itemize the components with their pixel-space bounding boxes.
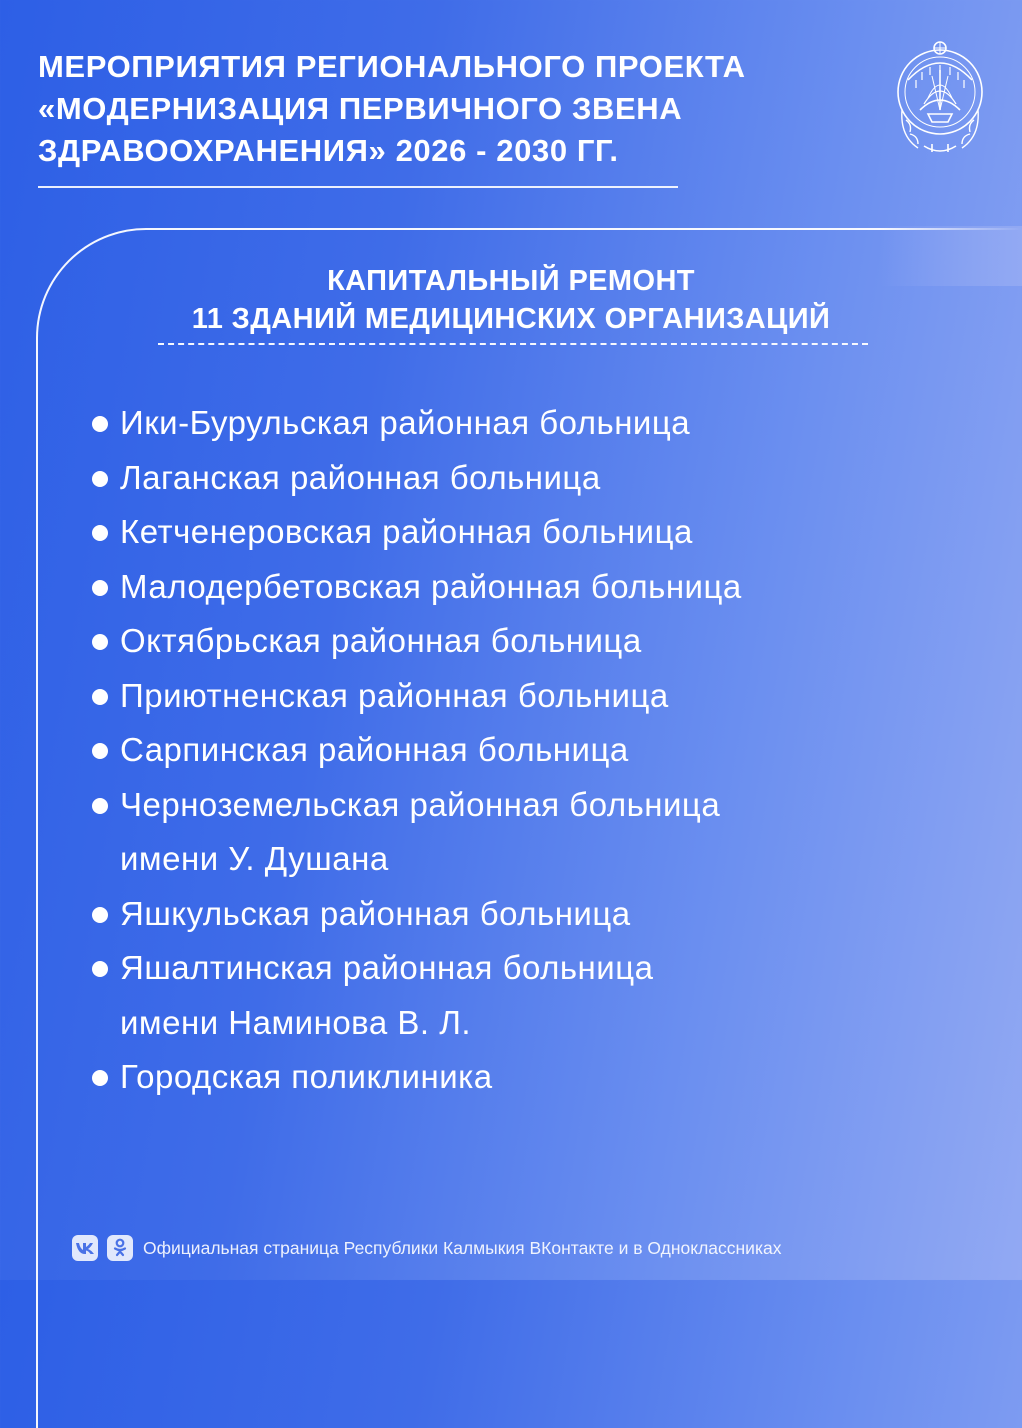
list-item-label: Кетченеровская районная больница: [120, 513, 693, 550]
footer: [72, 1234, 782, 1262]
vk-icon[interactable]: [72, 1235, 98, 1261]
bullet-icon: [92, 580, 108, 596]
bullet-icon: [92, 471, 108, 487]
footer-text: Официальная страница Республики Калмыкия ВКонтакте и в Одноклассниках: [143, 1237, 782, 1258]
bullet-icon: [92, 961, 108, 977]
section-title-line: КАПИТАЛЬНЫЙ РЕМОНТ: [327, 265, 695, 297]
list-item-label: Яшалтинская районная больница: [120, 949, 654, 986]
list-item: [88, 505, 988, 560]
list-item-label: Ики-Бурульская районная больница: [120, 404, 691, 441]
section-title-underline: [158, 343, 868, 345]
section-title: [120, 262, 902, 338]
list-item-label-continued: имени Наминова В. Л.: [120, 1003, 472, 1041]
list-item: [88, 778, 988, 887]
list-item: [88, 614, 988, 669]
header-divider: [38, 186, 678, 188]
kalmykia-emblem-icon: [888, 40, 992, 158]
list-item: [88, 1050, 988, 1105]
list-item-label: Малодербетовская районная больница: [120, 567, 742, 605]
hospital-list: [88, 396, 988, 1105]
list-item-label: Приютненская районная больница: [120, 676, 669, 714]
list-item: [88, 451, 988, 506]
bullet-icon: [92, 525, 108, 541]
page-title-line: «МОДЕРНИЗАЦИЯ ПЕРВИЧНОГО ЗВЕНА: [38, 91, 683, 126]
page-title-line: МЕРОПРИЯТИЯ РЕГИОНАЛЬНОГО ПРОЕКТА: [38, 49, 746, 84]
list-item-label: Черноземельская районная больница: [120, 785, 721, 823]
bullet-icon: [92, 798, 108, 814]
bullet-icon: [92, 689, 108, 705]
list-item: [88, 723, 988, 778]
list-item: [88, 887, 988, 942]
bullet-icon: [92, 743, 108, 759]
section-title-line: 11 ЗДАНИЙ МЕДИЦИНСКИХ ОРГАНИЗАЦИЙ: [191, 303, 831, 335]
bullet-icon: [92, 907, 108, 923]
list-item-label-continued: имени У. Душана: [120, 840, 389, 877]
list-item-label: Сарпинская районная больница: [120, 731, 629, 768]
list-item: [88, 560, 988, 615]
list-item-label: Октябрьская районная больница: [120, 622, 642, 659]
list-item: [88, 669, 988, 724]
page-title: [38, 46, 838, 172]
odnoklassniki-icon[interactable]: [107, 1235, 133, 1261]
bullet-icon: [92, 1070, 108, 1086]
list-item: [88, 396, 988, 451]
list-item-label: Городская поликлиника: [120, 1058, 493, 1095]
list-item-label: Яшкульская районная больница: [120, 894, 631, 932]
page-title-line: ЗДРАВООХРАНЕНИЯ» 2026 - 2030 ГГ.: [38, 133, 619, 168]
list-item-label: Лаганская районная больница: [120, 458, 601, 496]
bullet-icon: [92, 634, 108, 650]
bullet-icon: [92, 416, 108, 432]
list-item: [88, 941, 988, 1050]
